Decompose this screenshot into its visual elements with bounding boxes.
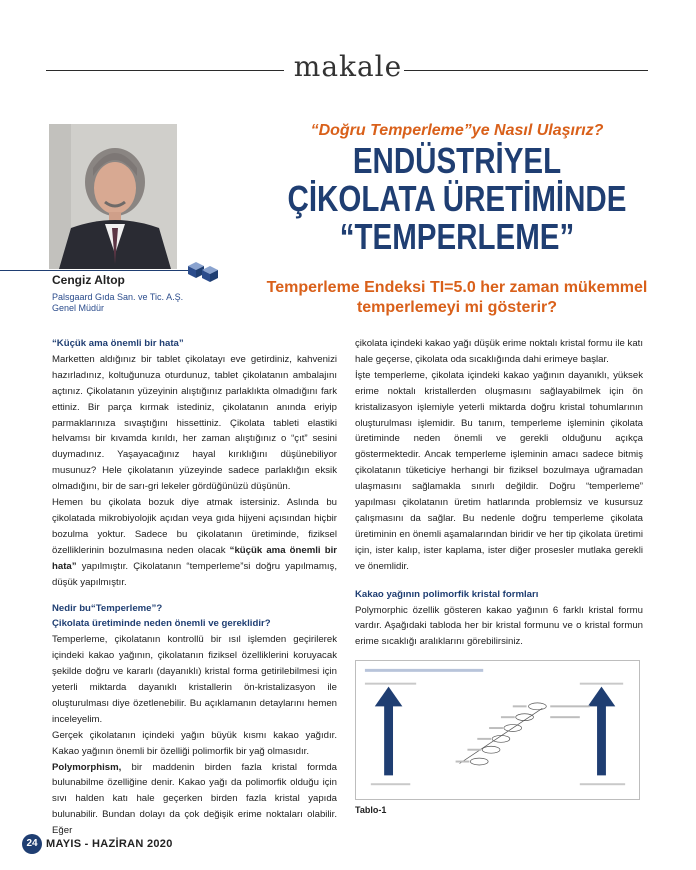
- body-paragraph: Marketten aldığınız bir tablet çikolatayı eve getirdiniz, kahvenizi hazırladınız, koltuğunuza oturdunuz, tablet çikolatanın ambalajını açtınız. Çikolatanın yüzeyinin alıştığınız parlaklıkta olmadığını fark ettiniz. Bir parça kırmak istediniz, çikolatanın anında eriyip parmaklarınıza sıvaştığını hissettiniz. Çikolata tableti elastiki helvamsı bir kıvamda kırıldı, her zaman alıştığınız o “çıt” sesini duymadınız. Yaşayacağınız hayal kırıklığını düşünebiliyor musunuz? Hele çikolatanın yüzeyinde sadece parlaklığın eksik olmadığını, bir de sarı-gri lekeler gördüğünüzü düşünün.: [52, 353, 337, 493]
- article-headline: [273, 142, 642, 256]
- left-column: [52, 336, 337, 839]
- author-title: Genel Müdür: [52, 303, 105, 313]
- body-paragraph: [52, 760, 337, 840]
- section-heading: Kakao yağının polimorfik kristal formları: [355, 588, 539, 600]
- author-name: Cengiz Altop: [52, 273, 125, 287]
- article-kicker: “Doğru Temperleme”ye Nasıl Ulaşırız?: [310, 122, 604, 139]
- headline-line: ÇİKOLATA ÜRETİMİNDE: [287, 178, 627, 219]
- body-text: bir maddenin birden fazla kristal formda bulunabilme özelliğine denir. Kakao yağı da polimorfik olduğu için sıvı halden katı hale geçerken birden fazla kristal yapıda bulunabilir. Bundan dolayı da çok değişik erime noktaları olabilir. Eğer: [52, 761, 337, 837]
- section-label: makale: [293, 50, 403, 83]
- body-paragraph: [52, 495, 337, 590]
- body-paragraph: çikolata içindeki kakao yağı düşük erime noktalı kristal formu ile katı hale geçerse, çikolata oda sıcaklığında dahi erimeye başlar.: [355, 338, 643, 365]
- section-subheading: Çikolata üretiminde neden önemli ve gereklidir?: [52, 618, 271, 630]
- up-arrow-icon: [588, 687, 616, 707]
- spacer: [52, 591, 337, 601]
- body-paragraph: Temperleme, çikolatanın kontrollü bir ısıl işlemden geçirilerek içindeki kakao yağının, çikolatanın fiziksel özelliklerini koruyacak şekilde doğru ve kararlı (dayanıklı) kristal forma getirilebilmesi için yeterli miktarda dayanıklı kristallerin ön-kristalizasyon ile oluşturulması diye özetlenebilir. Bu açıklamanın detaylarını hemen inceleyelim.: [52, 634, 337, 725]
- author-photo-illustration: [49, 124, 177, 269]
- crystal-forms-figure: [355, 660, 640, 800]
- emphasis-text: “küçük ama önemli bir hata”: [52, 544, 337, 572]
- body-paragraph: İşte temperleme, çikolata içindeki kakao yağının dayanıklı, yüksek erime noktalı kristallerden oluşmasını sağlayabilmek için ön kristalizasyon işlemiyle yeterli miktarda doğru kristal tohumlarının oluşturulması işlemidir. Bu tanım, temperleme işleminin çikolata üretiminde neden önemli ve gerekli olduğunu açıkça göstermektedir. Ancak temperleme işleminin amacı sadece bitmiş çikolatanın tüketiciye herhangi bir fiziksel bozulmaya uğramadan ulaşmasını sağlamakla sınırlı değildir. Doğru “temperleme” yapılması çikolatanın üretim hatlarında problemsiz ve kusursuz çalışmasını da sağlar. Bu nedenle doğru temperleme çikolata üretiminin en önemli aşamalarından biridir ve her tip çikolata üretimi için, ister kalıp, ister kaplama, ister diğer prosesler mutlaka gerekli ve önemlidir.: [355, 369, 643, 572]
- up-arrow-icon: [375, 687, 403, 707]
- author-divider: [0, 270, 200, 271]
- body-paragraph: Gerçek çikolatanın içindeki yağın büyük kısmı kakao yağıdır. Kakao yağının önemli bir özelliği polimorfik bir yağ olmasıdır.: [52, 729, 337, 757]
- author-photo: [49, 124, 177, 269]
- page-number: 24: [22, 834, 42, 854]
- body-paragraph: Polymorphic özellik gösteren kakao yağının 6 farklı kristal formu vardır. Aşağıdaki tabloda her bir kristal formunu ve o kristal formun erime sıcaklığı aralıklarını görebilirsiniz.: [355, 604, 643, 648]
- figure-caption: Tablo-1: [355, 805, 387, 815]
- body-text: yapılmıştır. Çikolatanın “temperleme”si doğru yapılmamış, düşük yapılmıştır.: [52, 560, 337, 588]
- emphasis-text: Polymorphism,: [52, 761, 122, 773]
- decorative-cubes-icon: [186, 262, 220, 284]
- crystal-forms-diagram: [356, 661, 639, 799]
- issue-label: MAYIS - HAZİRAN 2020: [46, 838, 173, 850]
- header-rule-right: [404, 70, 648, 71]
- article-subhead: Temperleme Endeksi TI=5.0 her zaman mükemmel temperlemeyi mi gösterir?: [266, 279, 648, 316]
- headline-line: ENDÜSTRİYEL: [352, 140, 562, 181]
- section-heading: Nedir bu“Temperleme”?: [52, 602, 163, 614]
- body-text: Hemen bu çikolata bozuk diye atmak istersiniz. Aslında bu çikolatada mikrobiyolojik açıdan veya gıda hijyeni açısından hiçbir bozulma yoktur. Sadece bu çikolatanın üretiminde, fiziksel özelliklerinin bozulmasına neden olacak: [52, 497, 337, 556]
- section-heading: “Küçük ama önemli bir hata”: [52, 338, 184, 349]
- author-company: Palsgaard Gıda San. ve Tic. A.Ş.: [52, 292, 184, 302]
- right-column: [355, 336, 643, 650]
- spacer: [355, 575, 643, 587]
- headline-line: “TEMPERLEME”: [339, 216, 575, 257]
